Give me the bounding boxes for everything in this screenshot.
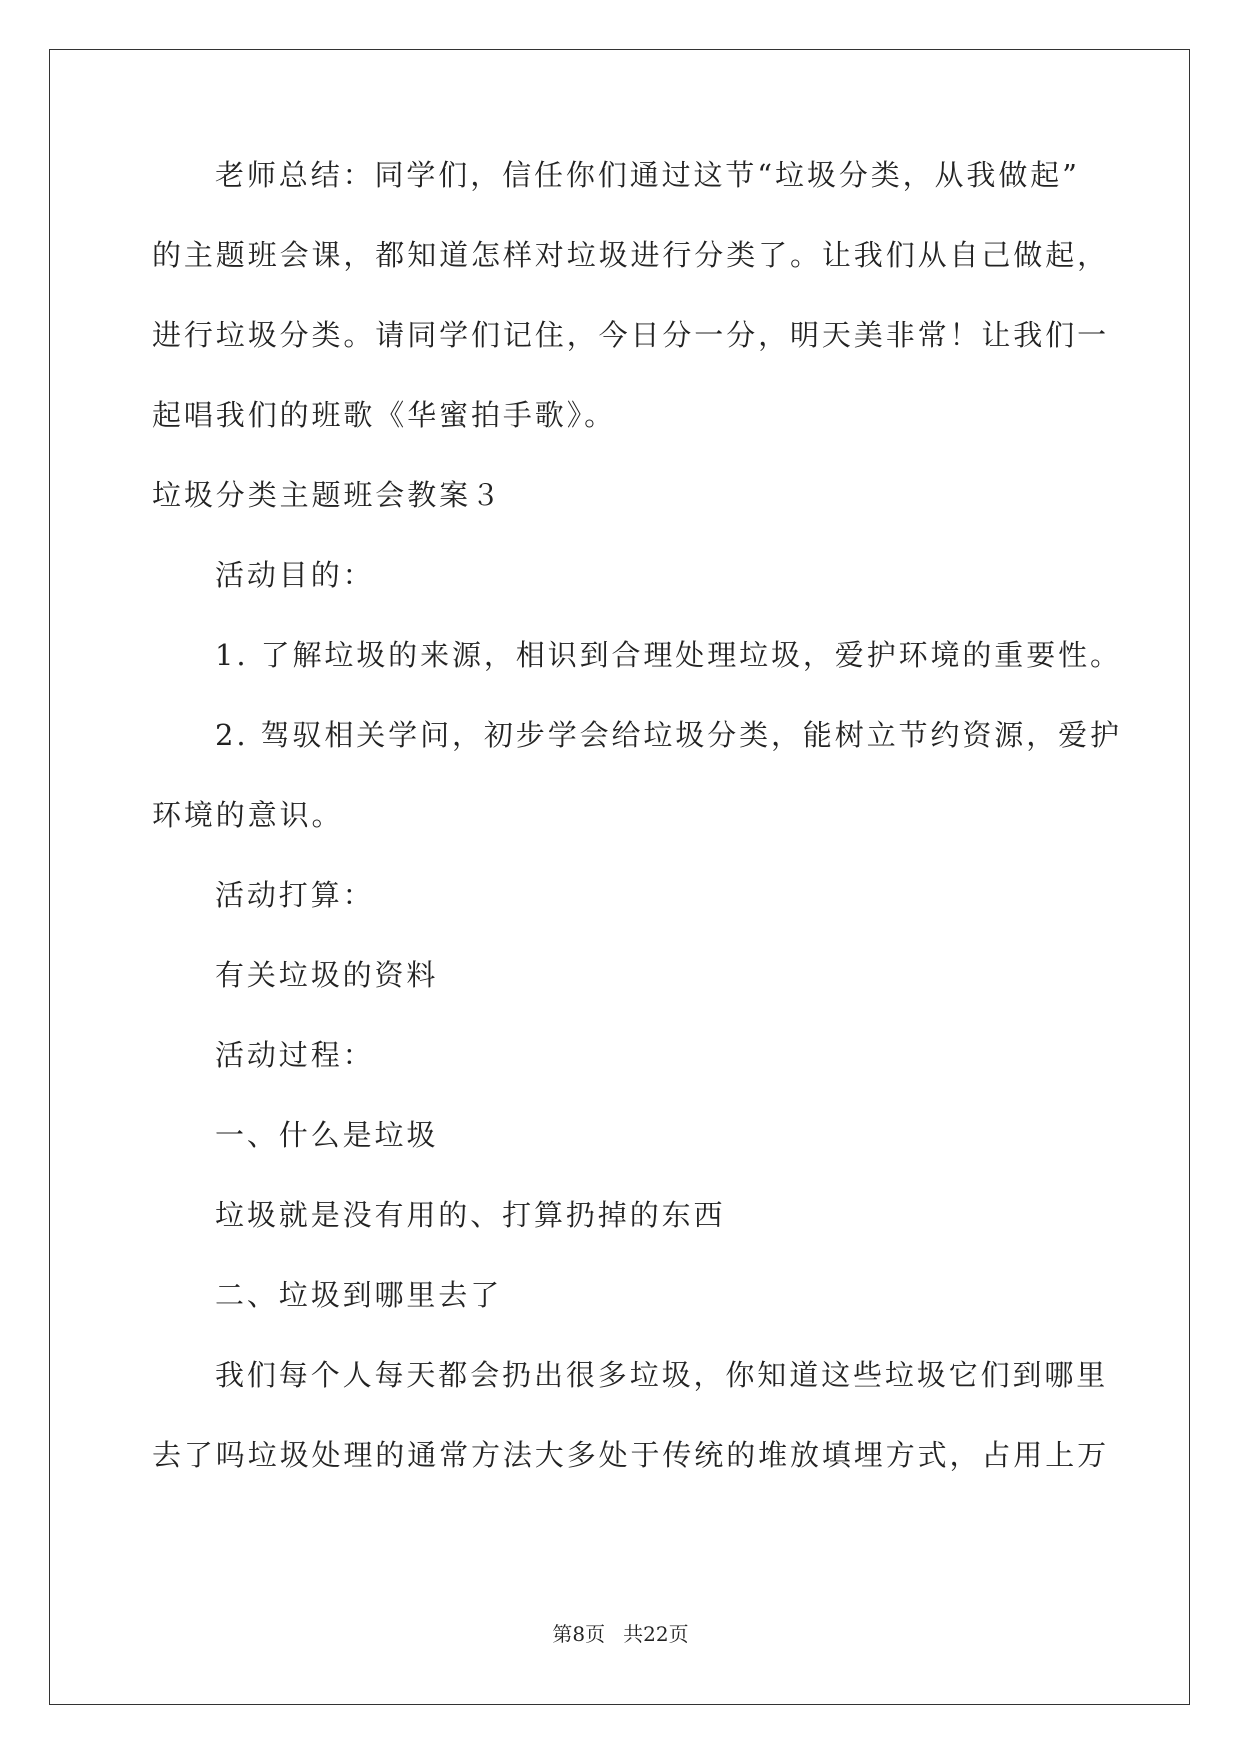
paragraph-line: 活动过程：	[215, 1038, 375, 1072]
paragraph-line: 二、垃圾到哪里去了	[215, 1278, 503, 1312]
paragraph-line: 有关垃圾的资料	[215, 958, 439, 992]
footer-total-suffix: 页	[668, 1622, 689, 1646]
footer-page-suffix: 页	[585, 1622, 606, 1646]
footer-total-prefix: 共	[623, 1622, 644, 1646]
paragraph-line: 垃圾就是没有用的、打算扔掉的东西	[215, 1198, 726, 1232]
page-footer	[0, 1620, 1241, 1648]
paragraph-line: 去了吗垃圾处理的通常方法大多处于传统的堆放填埋方式，占用上万	[152, 1438, 1110, 1472]
footer-page-number: 8	[572, 1622, 586, 1646]
footer-page-prefix: 第	[552, 1622, 573, 1646]
paragraph-line: 活动目的：	[215, 558, 375, 592]
paragraph-line: 我们每个人每天都会扔出很多垃圾，你知道这些垃圾它们到哪里	[215, 1358, 1109, 1392]
paragraph-line: 1. 了解垃圾的来源，相识到合理处理垃圾，爱护环境的重要性。	[215, 638, 1122, 672]
paragraph-line: 2. 驾驭相关学问，初步学会给垃圾分类，能树立节约资源，爱护	[215, 718, 1122, 752]
paragraph-line: 的主题班会课，都知道怎样对垃圾进行分类了。让我们从自己做起，	[152, 238, 1110, 272]
paragraph-line: 活动打算：	[215, 878, 375, 912]
footer-total-pages: 22	[643, 1622, 669, 1646]
paragraph-line: 一、什么是垃圾	[215, 1118, 439, 1152]
section-heading: 垃圾分类主题班会教案３	[152, 478, 503, 512]
paragraph-line: 老师总结：同学们，信任你们通过这节“垃圾分类，从我做起”	[215, 158, 1080, 192]
paragraph-line: 环境的意识。	[152, 798, 344, 832]
paragraph-line: 进行垃圾分类。请同学们记住，今日分一分，明天美非常！让我们一	[152, 318, 1110, 352]
paragraph-line: 起唱我们的班歌《华蜜拍手歌》。	[152, 398, 617, 432]
